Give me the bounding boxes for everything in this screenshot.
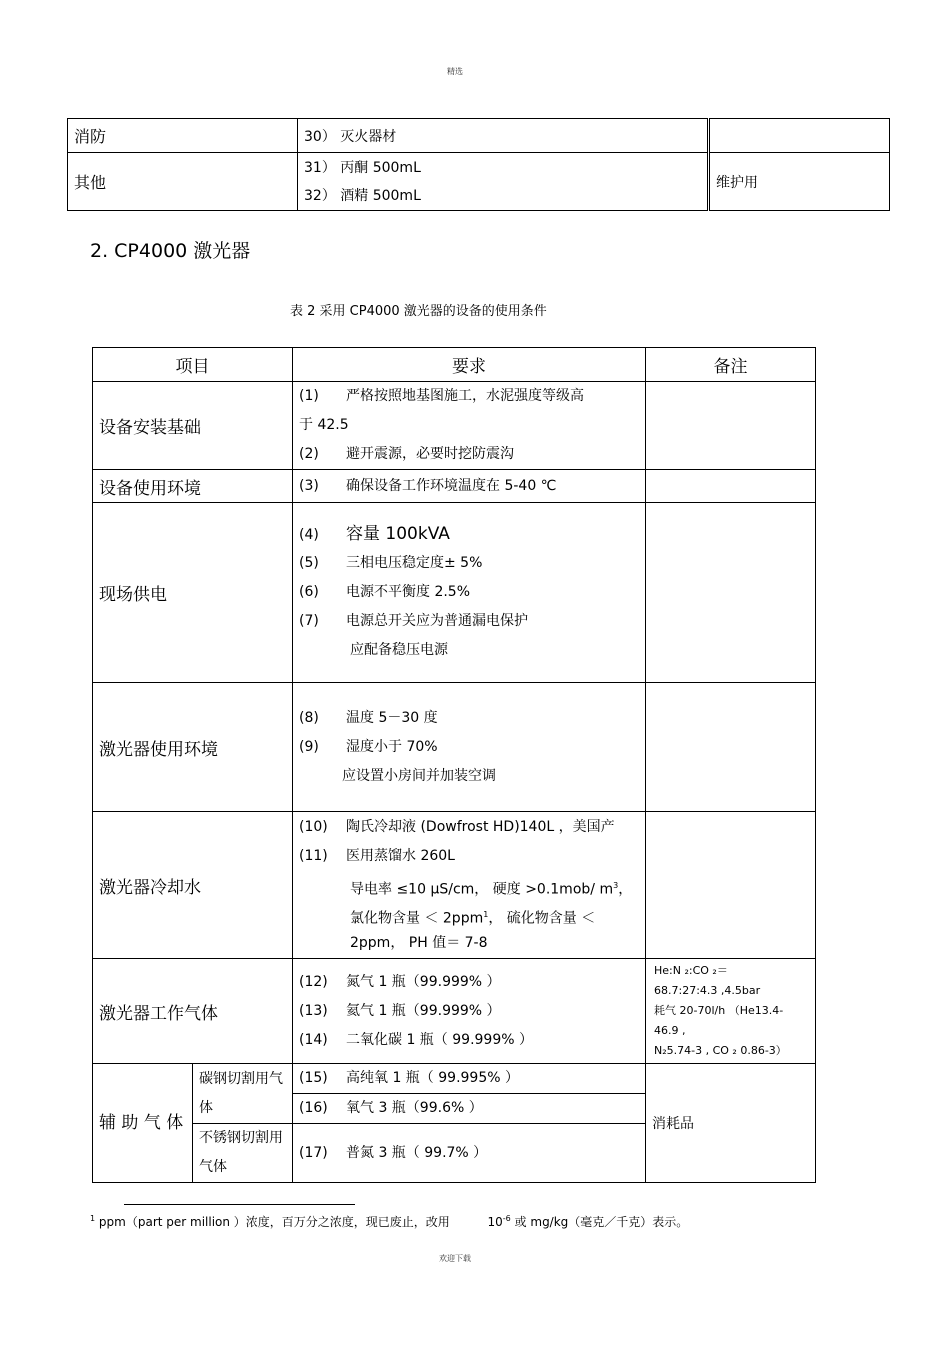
- footnote: [90, 1213, 688, 1230]
- item-number: (17): [299, 1144, 328, 1161]
- item-number: (1): [299, 388, 319, 404]
- row-category: 辅 助 气 体: [93, 1064, 193, 1183]
- item-text: 高纯氧 1 瓶（ 99.995% ）: [346, 1070, 519, 1086]
- row-requirements: [293, 1064, 646, 1094]
- item-number: (7): [299, 613, 319, 629]
- note-line: 68.7:27:4.3 ,4.5bar: [654, 984, 761, 997]
- item-number: (14): [299, 1031, 328, 1048]
- item-number: (8): [299, 709, 319, 726]
- item-text: 二氧化碳 1 瓶（ 99.999% ）: [346, 1031, 533, 1048]
- item-text: 氧气 3 瓶（99.6% ）: [346, 1100, 483, 1116]
- table-header-row: [93, 348, 816, 382]
- item-text: 应配备稳压电源: [350, 642, 448, 658]
- item-number: (6): [299, 584, 319, 600]
- item-text: 温度 5－30 度: [346, 709, 438, 726]
- table-row: [68, 153, 890, 211]
- item-text: 氮气 1 瓶（99.999% ）: [346, 973, 501, 990]
- col-header-note: 备注: [646, 348, 816, 382]
- col-header-item: 项目: [93, 348, 293, 382]
- row-note: [646, 470, 816, 503]
- section-title: 2. CP4000 激光器: [90, 240, 251, 262]
- item-text: 严格按照地基图施工，水泥强度等级高: [346, 388, 584, 404]
- row-note: [646, 683, 816, 812]
- item-number: (9): [299, 738, 319, 755]
- row-category: 设备安装基础: [93, 382, 293, 470]
- footnote-mark: 1: [90, 1214, 96, 1223]
- row-requirements: [293, 1094, 646, 1124]
- item-text: 电源不平衡度 2.5%: [346, 584, 471, 600]
- item-number: (15): [299, 1070, 328, 1086]
- row-note: [710, 119, 890, 153]
- item-number: (16): [299, 1100, 328, 1116]
- note-line: N₂5.74-3 , CO ₂ 0.86-3）: [654, 1044, 787, 1057]
- item-text: 氯化物含量 ＜ 2ppm: [350, 910, 484, 927]
- table-row: [93, 382, 816, 470]
- row-requirements: [293, 470, 646, 503]
- item-text: 电源总开关应为普通漏电保护: [346, 613, 528, 629]
- table-row: [93, 959, 816, 1064]
- footnote-tail: 或 mg/kg（毫克／千克）表示。: [514, 1215, 689, 1229]
- table-conditions: [92, 347, 816, 1183]
- item-text: 容量 100kVA: [346, 524, 450, 544]
- item-text: 避开震源，必要时挖防震沟: [346, 446, 514, 462]
- item-text: 医用蒸馏水 260L: [346, 847, 455, 864]
- row-requirements: [293, 1124, 646, 1183]
- table-row: [68, 119, 890, 153]
- footnote-divider: [124, 1204, 355, 1205]
- item-line: 32） 酒精 500mL: [304, 187, 421, 204]
- row-note: [646, 503, 816, 683]
- item-text: 陶氏冷却液 (Dowfrost HD)140L ，美国产: [346, 818, 615, 835]
- item-number: (5): [299, 555, 319, 571]
- item-number: (4): [299, 527, 319, 543]
- table-row: [93, 470, 816, 503]
- item-number: (3): [299, 477, 319, 494]
- row-category: 消防: [68, 119, 298, 153]
- table-row: [93, 503, 816, 683]
- item-number: (13): [299, 1002, 328, 1019]
- item-text-line: [299, 871, 639, 900]
- row-note: [646, 812, 816, 959]
- item-text: 应设置小房间并加装空调: [342, 767, 496, 784]
- item-number: (2): [299, 446, 319, 462]
- item-text: 普氮 3 瓶（ 99.7% ）: [346, 1144, 488, 1161]
- item-text-line: [299, 900, 639, 929]
- item-text: 2ppm， PH 值＝ 7-8: [350, 934, 488, 951]
- table-row: [93, 1064, 816, 1094]
- item-line: 31） 丙酮 500mL: [304, 159, 421, 176]
- row-requirements: [293, 959, 646, 1064]
- item-text: 于 42.5: [299, 417, 349, 433]
- row-category: 现场供电: [93, 503, 293, 683]
- row-items: [298, 153, 708, 211]
- row-requirements: [293, 683, 646, 812]
- item-text: 氦气 1 瓶（99.999% ）: [346, 1002, 501, 1019]
- row-category: 激光器冷却水: [93, 812, 293, 959]
- row-note: 消耗品: [646, 1064, 816, 1183]
- sub-category: 不锈钢切割用气体: [193, 1124, 293, 1183]
- row-category: 激光器工作气体: [93, 959, 293, 1064]
- item-number: (11): [299, 847, 328, 864]
- item-text: 三相电压稳定度± 5%: [346, 555, 483, 571]
- footnote-text: ppm（part per million ）浓度，百万分之浓度，现已废止，改用: [98, 1215, 450, 1229]
- footnote-base: 10: [487, 1215, 503, 1229]
- item-text: 确保设备工作环境温度在 5-40 ℃: [346, 477, 557, 494]
- row-item: 30） 灭火器材: [298, 119, 708, 153]
- col-header-req: 要求: [293, 348, 646, 382]
- superscript: 3: [613, 880, 619, 890]
- item-text: 湿度小于 70%: [346, 738, 438, 755]
- row-category: 其他: [68, 153, 298, 211]
- footnote-exponent: -6: [502, 1214, 511, 1223]
- item-text: ，: [618, 881, 633, 898]
- item-number: (12): [299, 973, 328, 990]
- row-note: 维护用: [710, 153, 890, 211]
- row-category: 设备使用环境: [93, 470, 293, 503]
- item-text: 导电率 ≤10 μS/cm， 硬度 >0.1mob/ m: [350, 881, 614, 898]
- note-line: 耗气 20-70l/h （He13.4-46.9 ,: [654, 1004, 784, 1037]
- row-category: 激光器使用环境: [93, 683, 293, 812]
- table-caption: 表 2 采用 CP4000 激光器的设备的使用条件: [290, 304, 547, 319]
- row-requirements: [293, 503, 646, 683]
- page-footer: 欢迎下载: [439, 1254, 471, 1263]
- page-header: 精选: [447, 67, 463, 76]
- row-note-gas: [646, 959, 816, 1064]
- row-note: [646, 382, 816, 470]
- table-row: [93, 812, 816, 959]
- footnote-ref: 1: [483, 909, 489, 919]
- table-consumables: [67, 118, 890, 211]
- item-number: (10): [299, 818, 328, 835]
- item-text: ， 硫化物含量 ＜: [488, 910, 596, 927]
- table-row: [93, 683, 816, 812]
- row-requirements: [293, 382, 646, 470]
- note-line: He:N ₂:CO ₂＝: [654, 964, 728, 977]
- sub-category: 碳钢切割用气体: [193, 1064, 293, 1124]
- row-requirements: [293, 812, 646, 959]
